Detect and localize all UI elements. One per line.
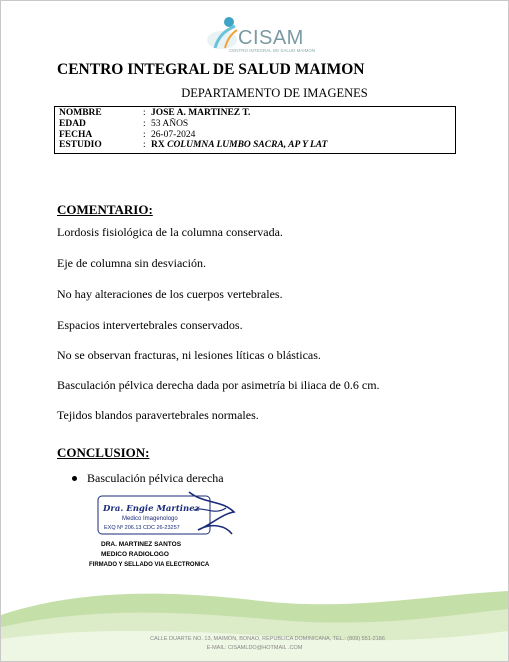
conclusion-item — [72, 471, 224, 486]
comment-line: No hay alteraciones de los cuerpos vertebrales. — [57, 287, 283, 301]
comment-line: Lordosis fisiológica de la columna conservada. — [57, 225, 283, 239]
stamp-role: Medico Imagenologo — [122, 516, 178, 522]
comment-line: Tejidos blandos paravertebrales normales. — [57, 408, 259, 422]
info-label-estudio: ESTUDIO — [59, 140, 102, 151]
info-colon: : — [143, 129, 146, 140]
stamp-name: Dra. Engie Martinez — [103, 504, 200, 514]
footer-address: CALLE DUARTE NO. 13, MAIMÓN, BONAO, REPUBLICA DOMINICANA, TEL.: (809) 551-2186 — [150, 636, 385, 642]
info-label-nombre: NOMBRE — [59, 108, 102, 118]
doctor-name: DRA. MARTINEZ SANTOS — [101, 541, 182, 548]
comment-line: Basculación pélvica derecha dada por asimetría bi iliaca de 0.6 cm. — [57, 378, 380, 392]
doctor-specialty: MEDICO RADIOLOGO — [101, 551, 169, 558]
info-row-fecha — [59, 130, 451, 141]
info-row-edad — [59, 119, 451, 130]
cisam-logo — [205, 12, 315, 58]
info-colon: : — [143, 140, 146, 151]
comment-title: COMENTARIO: — [57, 202, 153, 217]
comment-line: Eje de columna sin desviación. — [57, 256, 206, 270]
info-value-edad: 53 AÑOS — [151, 118, 189, 129]
info-label-edad: EDAD — [59, 118, 86, 129]
info-row-nombre — [59, 108, 451, 119]
study-prefix: RX — [151, 140, 165, 151]
signature-note: FIRMADO Y SELLADO VIA ELECTRONICA — [89, 562, 210, 568]
logo-name: CISAM — [238, 27, 304, 49]
info-value-estudio — [151, 140, 327, 151]
info-value-nombre: JOSE A. MARTINEZ T. — [151, 108, 251, 118]
comment-line: Espacios intervertebrales conservados. — [57, 318, 243, 332]
conclusion-title: CONCLUSION: — [57, 445, 150, 460]
footer-email: E-MAIL: CISAMLDO@HOTMAIL .COM — [206, 645, 303, 651]
conclusion-item-text: Basculación pélvica derecha — [87, 471, 224, 485]
logo-subtitle: CENTRO INTEGRAL DE SALUD MAIMON — [229, 48, 316, 53]
study-name: COLUMNA LUMBO SACRA, AP Y LAT — [167, 140, 328, 151]
department-title: DEPARTAMENTO DE IMAGENES — [181, 86, 368, 100]
info-colon: : — [143, 108, 146, 118]
stamp-code: EXQ Nº 206.13 CDC 26-23257 — [104, 525, 180, 531]
info-colon: : — [143, 118, 146, 129]
info-label-fecha: FECHA — [59, 129, 93, 140]
comment-line: No se observan fracturas, ni lesiones líticas o blásticas. — [57, 348, 321, 362]
info-row-estudio — [59, 140, 451, 151]
center-title: CENTRO INTEGRAL DE SALUD MAIMON — [57, 61, 365, 78]
info-value-fecha: 26-07-2024 — [151, 129, 196, 140]
patient-info-box — [54, 106, 456, 154]
bullet-icon — [72, 476, 77, 481]
